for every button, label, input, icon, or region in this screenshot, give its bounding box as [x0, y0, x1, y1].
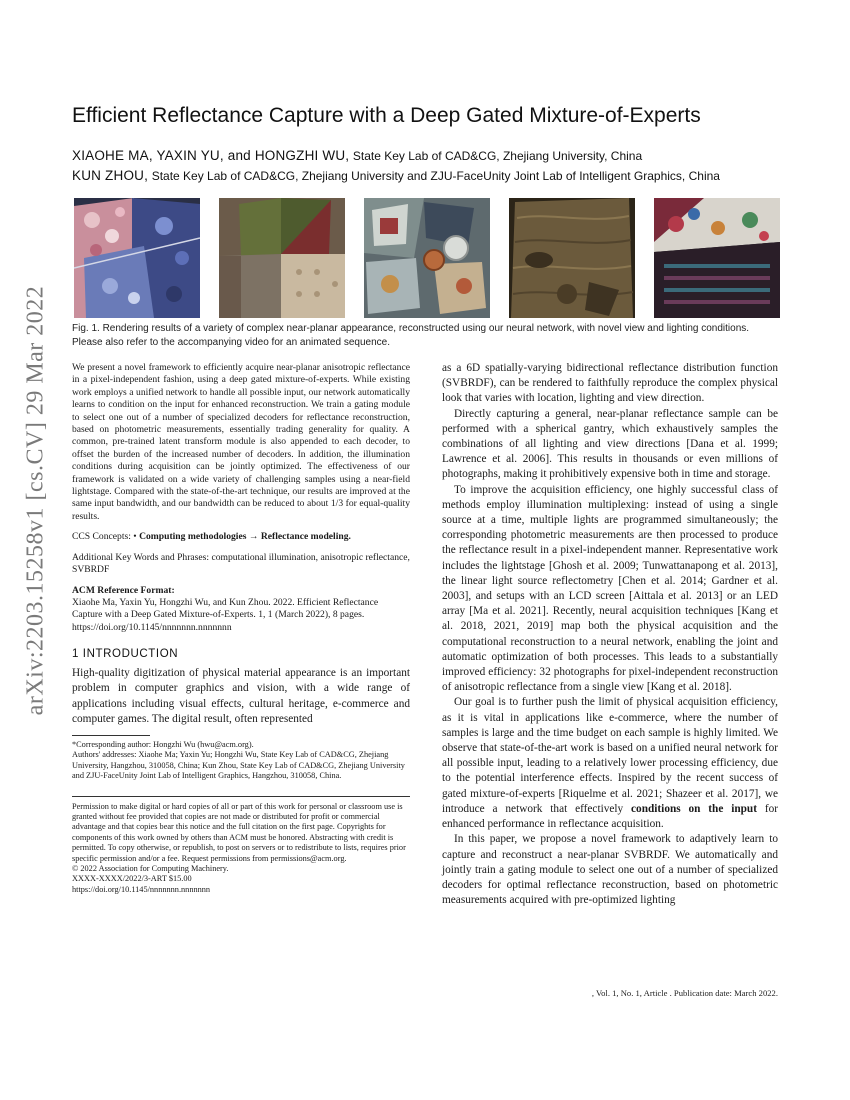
author-affiliation-2: State Key Lab of CAD&CG, Zhejiang University and ZJU-FaceUnity Joint Lab of Intelligent Graphics, China	[151, 169, 720, 183]
author-names-1: XIAOHE MA, YAXIN YU, and HONGZHI WU,	[72, 148, 350, 163]
intro-paragraph-5: In this paper, we propose a novel framework to adaptively learn to capture and reconstruct a near-planar SVBRDF. We automatically and jointly train a gating module to select one out of a number of specialized decoders for optimal reflectance reconstruction, based on photometric measurements acquired with pre-optimized lighting	[442, 833, 778, 907]
paper-title: Efficient Reflectance Capture with a Deep Gated Mixture-of-Experts	[72, 104, 701, 127]
footnote-addresses: Authors' addresses: Xiaohe Ma; Yaxin Yu; Hongzhi Wu, State Key Lab of CAD&CG, Zhejiang University, Hangzhou, 310058, China; Kun Zhou, State Key Lab of CAD&CG, Zhejiang University and ZJU-FaceUnity Joint Lab of Intelligent Graphics, Hangzhou, 310058, China.	[72, 750, 405, 781]
ccs-prefix: CCS Concepts: •	[72, 531, 140, 543]
author-line-2	[72, 166, 792, 186]
issn-line: XXXX-XXXX/2022/3-ART $15.00	[72, 874, 192, 884]
render-leather-swatches	[219, 198, 345, 318]
figure-caption: Fig. 1. Rendering results of a variety of complex near-planar appearance, reconstructed using our neural network, with novel view and lighting conditions. Please also refer to the accompanying video for an animated sequence.	[72, 323, 750, 348]
left-column	[72, 362, 410, 895]
doi-link[interactable]: https://doi.org/10.1145/nnnnnnn.nnnnnnn	[72, 884, 211, 894]
render-coins-stamps	[364, 198, 490, 318]
permission-text: Permission to make digital or hard copies of all or part of this work for personal or classroom use is granted without fee provided that copies are not made or distributed for profit or commercial advantage and that copies bear this notice and the full citation on the first page. Copyrights for components of this work owned by others than ACM must be honored. Abstracting with credit is permitted. To copy otherwise, or republish, to post on servers or to redistribute to lists, requires prior specific permission and/or a fee. Request permissions from permissions@acm.org.	[72, 801, 406, 863]
arxiv-identifier: arXiv:2203.15258v1 [cs.CV] 29 Mar 2022	[22, 285, 49, 715]
author-affiliation-1: State Key Lab of CAD&CG, Zhejiang University, China	[352, 149, 643, 163]
keywords: Additional Key Words and Phrases: computational illumination, anisotropic reflectance, SVBRDF	[72, 551, 410, 576]
reference-format-text: Xiaohe Ma, Yaxin Yu, Hongzhi Wu, and Kun Zhou. 2022. Efficient Reflectance Capture with a Deep Gated Mixture-of-Experts. 1, 1 (March 2022), 8 pages. https://doi.org/10.1145/nnnnnnn.nnnnnnn	[72, 596, 379, 633]
intro-paragraph-1-cont: as a 6D spatially-varying bidirectional reflectance distribution function (SVBRDF), can be rendered to faithfully reproduce the complex physical look that varies with location, lighting and view direction.	[442, 362, 778, 405]
author-line-1	[72, 146, 792, 166]
arxiv-sidebar	[8, 285, 64, 715]
intro-paragraph-4	[442, 695, 778, 832]
footnote-divider	[72, 735, 150, 736]
ccs-bold: Computing methodologies → Reflectance modeling.	[139, 531, 351, 543]
p4-post: for enhanced performance in reflectance acquisition.	[442, 802, 779, 831]
page-footer: , Vol. 1, No. 1, Article . Publication date: March 2022.	[591, 988, 778, 998]
render-patterned-fabric	[654, 198, 780, 318]
author-block	[72, 146, 792, 186]
p4-bold: conditions on the input	[631, 802, 757, 815]
teaser-figure	[74, 198, 780, 318]
copyright-line: © 2022 Association for Computing Machinery.	[72, 864, 229, 873]
p4-pre: Our goal is to further push the limit of physical acquisition efficiency, as it is vital in applications like e-commerce, where the number of samples is large and the time budget on each sample is highly limited. We observe that state-of-the-art work is based on a unified neural network for all possible input, leading to a relatively lower processing efficiency, due to the potential interference effects. Inspired by the recent success of gated mixture-of-experts [Riquelme et al. 2021; Shazeer et al. 2017], we introduce a network that effectively	[442, 696, 778, 815]
render-floral-fabric	[74, 198, 200, 318]
reference-format-heading: ACM Reference Format:	[72, 584, 175, 596]
intro-paragraph-2: Directly capturing a general, near-planar reflectance sample can be performed with a spherical gantry, which exhaustively samples the combinations of all lighting and view directions [Dana et al. 1999; Lawrence et al. 2006]. This results in thousands or even millions of photographs, making it prohibitively expensive both in time and storage.	[442, 407, 778, 481]
intro-paragraph-1: High-quality digitization of physical material appearance is an important problem in computer graphics and vision, with a wide range of applications including visual effects, cultural heritage, e-commerce and computer games. The digital result, often represented	[72, 667, 410, 725]
intro-paragraph-3: To improve the acquisition efficiency, one highly successful class of methods employ illumination multiplexing: instead of using a single source at a time, multiple lights are programmed simultaneously; the corresponding photometric measurements are then processed to produce the reflectance result in a pixel-independent manner. Representative work includes the lightstage [Ghosh et al. 2009; Tunwattanapong et al. 2013], the linear light source reflectometry [Chen et al. 2014; Gardner et al. 2003], and setups with an LCD screen [Aittala et al. 2013] or an LED array [Ma et al. 2021]. Recently, neural acquisition techniques [Kang et al. 2018, 2021, 2019] map both the physical acquisition and the computational reconstruction to a neural network, enabling the joint and automatic optimization of both processes. This leads to a substantially improved efficiency: 32 photographs for pixel-independent reconstruction of anisotropic reflectance from a single view [Kang et al. 2018].	[442, 483, 778, 694]
section-heading-introduction: 1 INTRODUCTION	[72, 648, 179, 661]
author-names-2: KUN ZHOU,	[72, 168, 149, 183]
right-column	[442, 361, 778, 908]
render-wood-carving	[509, 198, 635, 318]
abstract: We present a novel framework to efficiently acquire near-planar anisotropic reflectance in a pixel-independent fashion, using a deep gated mixture-of-experts. While existing work employs a unified network to handle all possible input, our network automatically learns to condition on the input for enhanced reconstruction. We train a gating module to select one out of a number of specialized decoders for reflectance reconstruction, based on photometric measurements, essentially trading generality for quality. A common, pre-trained latent transform module is also appended to each decoder, to offset the burden of the increased number of decoders. In addition, the illumination conditions during acquisition can be jointly optimized. The effectiveness of our framework is validated on a wide variety of challenging samples using a near-field lightstage. Compared with the state-of-the-art technique, our results are improved at the same input bandwidth, and our bandwidth can be reduced to about 1/3 for equal-quality results.	[72, 362, 410, 522]
permission-block	[72, 796, 410, 896]
footnote-corresponding-author: *Corresponding author: Hongzhi Wu (hwu@acm.org).	[72, 739, 254, 749]
ccs-concepts	[72, 531, 410, 543]
